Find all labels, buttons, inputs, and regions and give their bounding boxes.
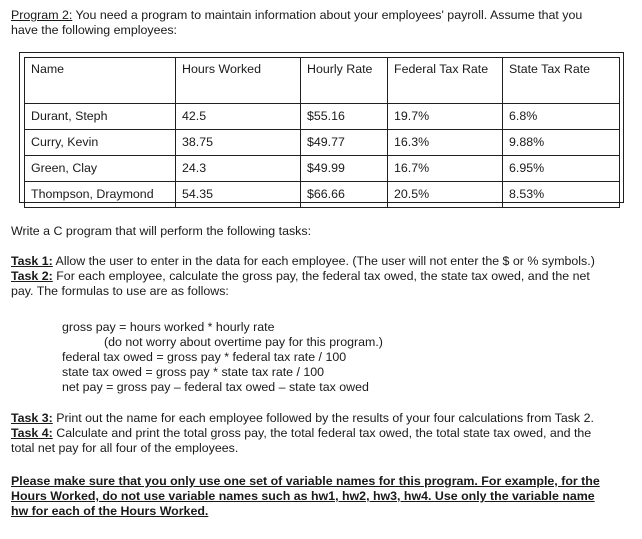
formula-state: state tax owed = gross pay * state tax rate / 100 bbox=[62, 365, 325, 379]
cell-rate: $66.66 bbox=[301, 182, 388, 208]
cell-name: Thompson, Draymond bbox=[25, 182, 176, 208]
task1-label: Task 1: bbox=[11, 254, 53, 268]
cell-hours: 24.3 bbox=[176, 156, 301, 182]
note-line2: Hours Worked, do not use variable names such as hw1, hw2, hw3, hw4. Use only the variable name bbox=[11, 489, 595, 503]
task4-text-line2: total net pay for all four of the employees. bbox=[11, 441, 239, 455]
task2-text-line1: For each employee, calculate the gross pay, the federal tax owed, the state tax owed, and the net bbox=[52, 269, 590, 283]
table-row bbox=[25, 130, 620, 156]
task4-label: Task 4: bbox=[11, 426, 53, 440]
cell-name: Green, Clay bbox=[25, 156, 176, 182]
program-text-line1: You need a program to maintain information about your employees' payroll. Assume that you bbox=[72, 8, 583, 22]
cell-rate: $55.16 bbox=[301, 104, 388, 130]
task4-text-line1: Calculate and print the total gross pay, the total federal tax owed, the total state tax owed, and the bbox=[52, 426, 592, 440]
header-hourly-rate: Hourly Rate bbox=[301, 58, 388, 104]
cell-state: 6.95% bbox=[503, 156, 620, 182]
cell-hours: 54.35 bbox=[176, 182, 301, 208]
header-hours-worked: Hours Worked bbox=[176, 58, 301, 104]
employee-table-frame bbox=[19, 52, 624, 203]
table-row bbox=[25, 182, 620, 208]
program-description bbox=[11, 8, 631, 38]
cell-federal: 16.3% bbox=[388, 130, 503, 156]
employee-table bbox=[24, 57, 620, 208]
formula-overtime-note: (do not worry about overtime pay for this program.) bbox=[104, 335, 383, 349]
variable-name-note bbox=[11, 474, 631, 519]
cell-rate: $49.77 bbox=[301, 130, 388, 156]
cell-name: Curry, Kevin bbox=[25, 130, 176, 156]
formula-block bbox=[62, 320, 383, 395]
cell-federal: 16.7% bbox=[388, 156, 503, 182]
task3-label: Task 3: bbox=[11, 411, 53, 425]
tasks-1-2 bbox=[11, 254, 631, 299]
cell-rate: $49.99 bbox=[301, 156, 388, 182]
cell-hours: 42.5 bbox=[176, 104, 301, 130]
task2-label: Task 2: bbox=[11, 269, 53, 283]
task1-text: Allow the user to enter in the data for each employee. (The user will not enter the $ or % symbols.) bbox=[52, 254, 595, 268]
task2-text-line2: pay. The formulas to use are as follows: bbox=[11, 284, 229, 298]
program-label: Program 2: bbox=[11, 8, 73, 22]
cell-federal: 19.7% bbox=[388, 104, 503, 130]
header-state-tax-rate: State Tax Rate bbox=[503, 58, 620, 104]
table-header-row bbox=[25, 58, 620, 104]
intro-text: Write a C program that will perform the following tasks: bbox=[11, 224, 312, 238]
formula-gross: gross pay = hours worked * hourly rate bbox=[62, 320, 275, 334]
program-text-line2: have the following employees: bbox=[11, 23, 177, 37]
table-row bbox=[25, 104, 620, 130]
note-line3: hw for each of the Hours Worked. bbox=[11, 504, 209, 518]
formula-federal: federal tax owed = gross pay * federal tax rate / 100 bbox=[62, 350, 347, 364]
task3-text: Print out the name for each employee followed by the results of your four calculations from Task 2. bbox=[52, 411, 594, 425]
note-line1: Please make sure that you only use one set of variable names for this program. For example, for the bbox=[11, 474, 600, 488]
header-federal-tax-rate: Federal Tax Rate bbox=[388, 58, 503, 104]
cell-state: 9.88% bbox=[503, 130, 620, 156]
table-row bbox=[25, 156, 620, 182]
cell-federal: 20.5% bbox=[388, 182, 503, 208]
cell-state: 8.53% bbox=[503, 182, 620, 208]
cell-hours: 38.75 bbox=[176, 130, 301, 156]
cell-state: 6.8% bbox=[503, 104, 620, 130]
cell-name: Durant, Steph bbox=[25, 104, 176, 130]
formula-net: net pay = gross pay – federal tax owed – state tax owed bbox=[62, 380, 369, 394]
header-name: Name bbox=[25, 58, 176, 104]
tasks-3-4 bbox=[11, 411, 631, 456]
